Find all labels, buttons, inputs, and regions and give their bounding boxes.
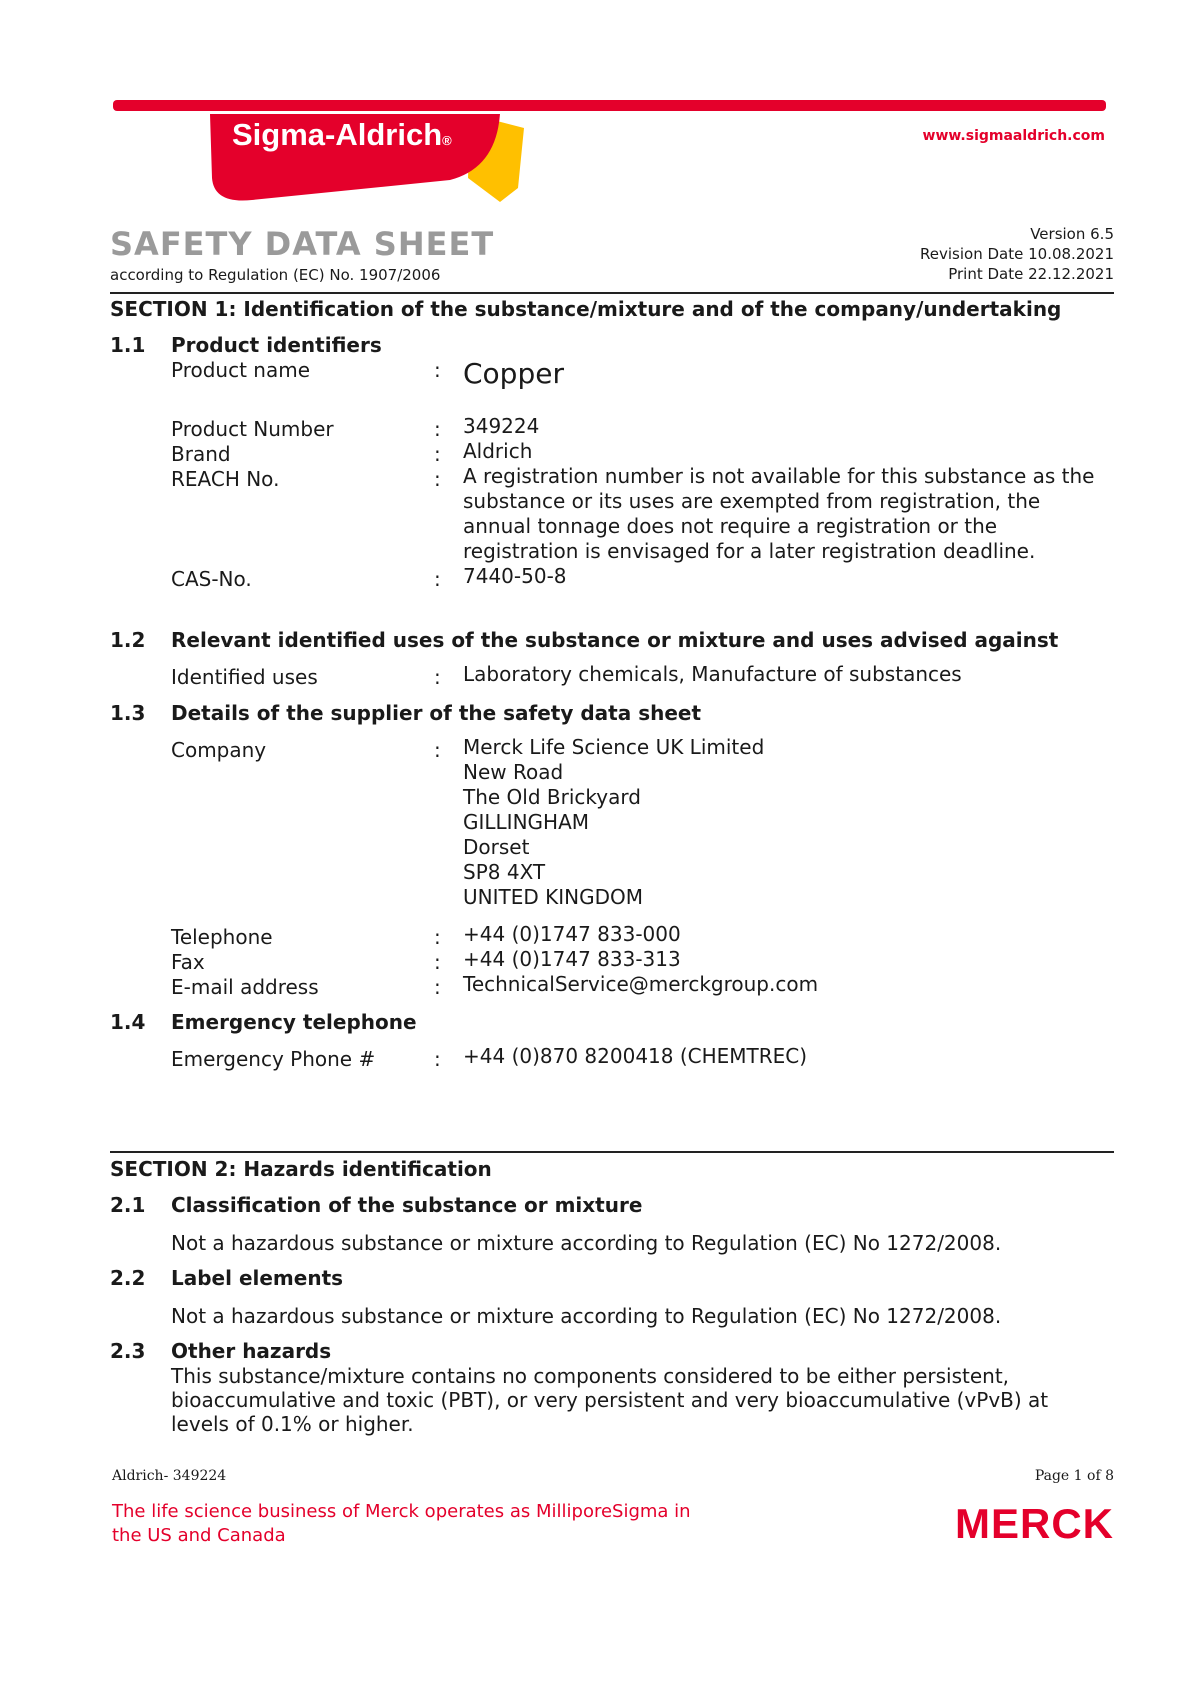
reach-text	[463, 464, 1094, 564]
product-name-label: Product name	[171, 358, 311, 382]
fax-value: +44 (0)1747 833-313	[463, 947, 681, 971]
colon: :	[434, 467, 441, 491]
section-2-3-number: 2.3	[110, 1339, 146, 1363]
section-2-3-text	[171, 1364, 1048, 1436]
section-1-3-heading: Details of the supplier of the safety data sheet	[171, 701, 702, 725]
section-2-2-number: 2.2	[110, 1266, 146, 1290]
colon: :	[434, 950, 441, 974]
colon: :	[434, 442, 441, 466]
section-2-title: SECTION 2: Hazards identification	[110, 1157, 492, 1181]
address-line: UNITED KINGDOM	[463, 885, 643, 909]
cas-value: 7440-50-8	[463, 564, 567, 588]
document-title: SAFETY DATA SHEET	[110, 225, 495, 263]
colon: :	[434, 567, 441, 591]
reach-label: REACH No.	[171, 467, 280, 491]
address-line: Merck Life Science UK Limited	[463, 735, 765, 759]
divider	[110, 292, 1114, 294]
document-subtitle: according to Regulation (EC) No. 1907/2006	[110, 266, 441, 284]
product-number-label: Product Number	[171, 417, 334, 441]
product-name-value: Copper	[463, 357, 564, 390]
version: Version 6.5	[1030, 225, 1114, 243]
section-1-3-number: 1.3	[110, 701, 146, 725]
paragraph-line: This substance/mixture contains no components considered to be either persistent,	[171, 1364, 1010, 1388]
address-line: GILLINGHAM	[463, 810, 590, 834]
section-1-4-number: 1.4	[110, 1010, 146, 1034]
reach-line: A registration number is not available for this substance as the	[463, 464, 1095, 488]
brand-label: Brand	[171, 442, 231, 466]
fax-label: Fax	[171, 950, 205, 974]
logo-text	[232, 117, 452, 153]
identified-uses-label: Identified uses	[171, 665, 318, 689]
identified-uses-value: Laboratory chemicals, Manufacture of substances	[463, 662, 962, 686]
telephone-value: +44 (0)1747 833-000	[463, 922, 681, 946]
section-1-4-heading: Emergency telephone	[171, 1010, 417, 1034]
company-address	[463, 735, 764, 910]
section-2-1-number: 2.1	[110, 1193, 146, 1217]
product-number-value: 349224	[463, 414, 540, 438]
logo-reg-mark: ®	[442, 133, 452, 148]
reach-line: substance or its uses are exempted from registration, the	[463, 489, 1041, 513]
section-2-1-heading: Classification of the substance or mixture	[171, 1193, 643, 1217]
telephone-label: Telephone	[171, 925, 273, 949]
paragraph-line: levels of 0.1% or higher.	[171, 1412, 414, 1436]
colon: :	[434, 1047, 441, 1071]
divider	[110, 1151, 1114, 1153]
section-1-1-number: 1.1	[110, 333, 146, 357]
colon: :	[434, 417, 441, 441]
address-line: Dorset	[463, 835, 530, 859]
footer-tagline	[112, 1500, 691, 1548]
email-link[interactable]: TechnicalService@merckgroup.com	[463, 972, 819, 996]
section-1-title: SECTION 1: Identification of the substance/mixture and of the company/undertaking	[110, 297, 1062, 321]
reach-line: annual tonnage does not require a registration or the	[463, 514, 998, 538]
tagline-line: The life science business of Merck operates as MilliporeSigma in	[112, 1501, 691, 1522]
brand-value: Aldrich	[463, 439, 533, 463]
colon: :	[434, 665, 441, 689]
colon: :	[434, 925, 441, 949]
footer-product-ref: Aldrich- 349224	[112, 1468, 227, 1484]
print-date: Print Date 22.12.2021	[948, 265, 1114, 283]
website-link[interactable]: www.sigmaaldrich.com	[922, 128, 1105, 144]
section-2-2-heading: Label elements	[171, 1266, 344, 1290]
section-2-3-heading: Other hazards	[171, 1339, 332, 1363]
address-line: SP8 4XT	[463, 860, 546, 884]
tagline-line: the US and Canada	[112, 1525, 286, 1546]
section-1-1-heading: Product identifiers	[171, 333, 382, 357]
paragraph-line: bioaccumulative and toxic (PBT), or very persistent and very bioaccumulative (vPvB) at	[171, 1388, 1049, 1412]
address-line: The Old Brickyard	[463, 785, 641, 809]
emergency-phone-value: +44 (0)870 8200418 (CHEMTREC)	[463, 1044, 808, 1068]
section-2-1-text: Not a hazardous substance or mixture according to Regulation (EC) No 1272/2008.	[171, 1231, 1002, 1255]
section-2-2-text: Not a hazardous substance or mixture according to Regulation (EC) No 1272/2008.	[171, 1304, 1002, 1328]
logo-wordmark: Sigma-Aldrich	[232, 117, 443, 152]
colon: :	[434, 975, 441, 999]
emergency-phone-label: Emergency Phone #	[171, 1047, 376, 1071]
revision-date: Revision Date 10.08.2021	[920, 245, 1114, 263]
merck-logo: MERCK	[955, 1500, 1114, 1547]
section-1-2-number: 1.2	[110, 628, 146, 652]
section-1-2-heading: Relevant identified uses of the substance or mixture and uses advised against	[171, 628, 1059, 652]
page-number: Page 1 of 8	[1034, 1468, 1114, 1484]
reach-line: registration is envisaged for a later registration deadline.	[463, 539, 1036, 563]
email-label: E-mail address	[171, 975, 319, 999]
colon: :	[434, 358, 441, 382]
cas-label: CAS-No.	[171, 567, 252, 591]
colon: :	[434, 738, 441, 762]
address-line: New Road	[463, 760, 564, 784]
company-label: Company	[171, 738, 267, 762]
